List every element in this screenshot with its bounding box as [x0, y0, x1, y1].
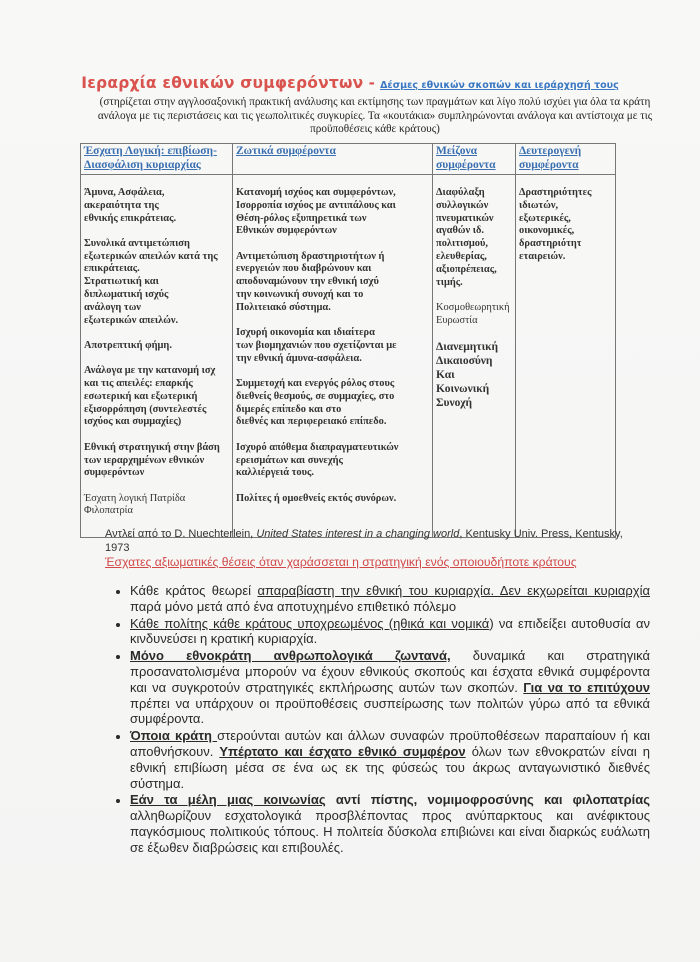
list-item-text: αντί πίστης, νομιμοφροσύνης και φιλοπατρίας — [325, 792, 650, 808]
cell-line: Διαφύλαξη — [436, 187, 485, 198]
list-item-text: Κάθε πολίτης κάθε κράτους υποχρεωμένος (ηθικά και νομικά — [130, 615, 490, 631]
cell-line: των ιεραρχημένων εθνικών — [84, 454, 205, 466]
citation-title: United States interest in a changing world — [256, 528, 460, 540]
cell-text-block — [436, 187, 512, 289]
cell-line: Αντιμετώπιση δραστηριοτήτων ή — [236, 250, 385, 262]
list-item — [130, 616, 650, 648]
header-major-interests: Μείζονα συμφέροντα — [433, 144, 516, 175]
citation-prefix: Αντλεί από το D. Nuechterlein, — [105, 528, 257, 540]
cell-line: δραστηριότητ — [519, 238, 582, 250]
cell-line: Ευρωστία — [436, 314, 478, 326]
cell-line: ερεισμάτων και συνεχής — [236, 454, 343, 466]
cell-line: ενεργειών που διαβρώνουν και — [236, 263, 372, 275]
cell-line: ισχύος και συμμαχίες) — [84, 416, 182, 428]
title-separator: - — [363, 74, 381, 92]
cell-line: αποδυναμώνουν την εθνική ισχύ — [236, 276, 379, 288]
list-item — [130, 648, 650, 727]
cell-line: εξωτερικών απειλών κατά της — [84, 250, 218, 262]
cell-line: εξωτερικές, — [519, 212, 571, 224]
cell-line: Κοινωνική — [436, 382, 490, 395]
list-item-text: παρά μόνο μετά από ένα αποτυχημένο επιθετικό πόλεμο — [130, 598, 457, 614]
cell-line: εταιρειών. — [519, 250, 566, 262]
cell-line: Ισορροπία ισχύος με αντιπάλους και — [236, 199, 396, 211]
header-secondary-interests: Δευτερογενή συμφέροντα — [516, 144, 616, 175]
list-item-text: Εάν τα μέλη μιας κοινωνίας — [130, 792, 326, 808]
cell-major-interests — [433, 175, 516, 538]
table-body-row — [81, 175, 616, 538]
cell-line: εξωτερικών απειλών. — [84, 314, 179, 326]
cell-vital-interests — [233, 175, 433, 538]
cell-line: Διανεμητική — [436, 340, 499, 353]
axioms-list — [112, 583, 650, 857]
cell-line: Εθνική στρατηγική στην βάση — [84, 441, 220, 453]
cell-text-block — [436, 340, 512, 410]
cell-secondary-interests — [516, 175, 616, 538]
citation-suffix: , Kentusky Univ. Press, Kentusky, 1973 — [105, 528, 623, 554]
cell-line: Πολίτες ή ομοεθνείς εκτός συνόρων. — [236, 492, 397, 504]
cell-line: ακεραιότητα της — [84, 199, 159, 211]
cell-line: Ισχυρή οικονομία και ιδιαίτερα — [236, 327, 375, 339]
cell-line: διμερές επίπεδο και στο — [236, 403, 342, 415]
cell-line: εξισορρόπηση (συντελεστές — [84, 403, 207, 415]
cell-line: των βιομηχανιών που σχετίζονται με — [236, 339, 397, 351]
citation — [105, 527, 635, 555]
cell-line: την κοινωνική συνοχή και το — [236, 289, 364, 301]
cell-text-block — [519, 187, 612, 264]
interests-hierarchy-table — [80, 143, 616, 538]
cell-text-block — [84, 442, 229, 480]
list-item-text: Υπέρτατο και έσχατο εθνικό συμφέρον — [219, 743, 466, 759]
list-item-text: ) να επιδείξει αυτοθυσία αν κινδυνεύσει η κρατική κυριαρχία. — [130, 615, 651, 647]
cell-line: Πολιτειακό σύστημα. — [236, 301, 331, 313]
cell-line: Κατανομή ισχύος και συμφερόντων, — [236, 187, 396, 198]
cell-text-block — [236, 327, 429, 365]
cell-line: συλλογικών — [436, 199, 489, 211]
list-item-text: δυναμικά και στρατηγικά προσανατολισμένα μπορούν να έχουν εθνικούς σκοπούς και έσχατα εθνικά συμφέροντα και να συγκροτούν στρατηγικές εκπλήρωσης αυτών των σκοπών. — [130, 648, 650, 695]
cell-line: διπλωματική ισχύς — [84, 289, 169, 301]
cell-text-block — [436, 302, 512, 328]
cell-line: Ανάλογα με την κατανομή ισχ — [84, 365, 216, 377]
cell-line: Συμμετοχή και ενεργός ρόλος στους — [236, 378, 395, 390]
list-item — [130, 583, 650, 615]
list-item — [130, 792, 650, 855]
cell-line: διεθνές και περιφερειακό επίπεδο. — [236, 416, 387, 428]
cell-text-block — [236, 442, 429, 480]
list-item-text: πρέπει να υπάρχουν οι προϋποθέσεις συσπείρωσης των πολιτών γύρω από τα εθνικά συμφέροντα. — [130, 695, 650, 727]
cell-text-block — [84, 365, 229, 429]
list-item-text: Μόνο εθνοκράτη ανθρωπολογικά ζωντανά, — [130, 648, 451, 664]
cell-line: εσωτερική και εξωτερική — [84, 390, 198, 402]
cell-ultimate-logic — [81, 175, 233, 538]
cell-line: αξιοπρέπειας, — [436, 263, 497, 275]
cell-line: Ισχυρό απόθεμα διαπραγματευτικών — [236, 441, 399, 453]
cell-line: οικονομικές, — [519, 225, 575, 237]
list-item-text: αλληθωρίζουν εσχατολογικά προσβλέποντας προς ανύπαρκτους και ανέφικτους παγκόσμιους πολιτικούς τόπους. Η πολιτεία δύσκολα επιβιώνει και είναι διαρκώς ευάλωτη σε έξωθεν διαβρώσεις και επιβουλές. — [130, 808, 650, 855]
cell-line: Συνοχή — [436, 396, 473, 409]
cell-line: την εθνική άμυνα-ασφάλεια. — [236, 352, 362, 364]
cell-line: πολιτισμού, — [436, 238, 488, 250]
cell-line: και τις απειλές: επαρκής — [84, 378, 193, 390]
cell-line: Δικαιοσύνη — [436, 354, 493, 367]
cell-line: Θέση-ρόλος εξυπηρετικά των — [236, 212, 367, 224]
cell-line: συμφερόντων — [84, 467, 145, 479]
cell-line: Κοσμοθεωρητική — [436, 301, 510, 313]
cell-line: διεθνείς θεσμούς, σε συμμαχίες, στο — [236, 390, 395, 402]
cell-line: ανάλογη των — [84, 301, 141, 313]
cell-text-block — [236, 251, 429, 315]
cell-line: Και — [436, 368, 455, 381]
cell-line: Αποτρεπτική φήμη. — [84, 339, 172, 351]
cell-line: επικράτειας. — [84, 263, 140, 275]
list-item-text: απαραβίαστη την εθνική του κυριαρχία. Δεν εκχωρείται κυριαρχία — [257, 583, 650, 598]
cell-line: τιμής. — [436, 276, 463, 288]
cell-text-block — [84, 340, 229, 353]
list-item — [130, 728, 650, 791]
cell-line: αγαθών ιδ. — [436, 225, 484, 237]
list-item-text: Κάθε κράτος θεωρεί — [130, 583, 258, 598]
cell-line: Εθνικών συμφερόντων — [236, 225, 337, 237]
list-item-text: Για να το επιτύχουν — [523, 679, 650, 695]
cell-line: ελευθερίας, — [436, 250, 487, 262]
list-item-text: στερούνται αυτών και άλλων συναφών προϋποθέσεων παραπαίουν ή και αποθνήσκουν. — [130, 728, 650, 759]
cell-line: Έσχατη λογική Πατρίδα — [84, 492, 186, 504]
cell-text-block — [84, 493, 229, 519]
page-title: Ιεραρχία εθνικών συμφερόντων — [81, 74, 364, 92]
list-item-text: Όποια κράτη — [130, 728, 218, 744]
cell-text-block — [236, 493, 429, 506]
cell-line: καλλιέργειά τους. — [236, 467, 314, 479]
cell-text-block — [236, 187, 429, 238]
cell-line: Άμυνα, Ασφάλεια, — [84, 187, 165, 198]
cell-line: πνευματικών — [436, 212, 494, 224]
cell-text-block — [84, 238, 229, 328]
table-header-row — [81, 144, 616, 175]
list-item-text: όλων των εθνοκρατών είναι η εθνική επιβίωση μέσα σε ένα ως εκ της φύσεώς του άκρως ανταγωνιστικό διεθνές σύστημα. — [130, 743, 651, 791]
cell-text-block — [84, 187, 229, 225]
cell-text-block — [236, 378, 429, 429]
cell-line: ιδιωτών, — [519, 199, 559, 211]
cell-line: Συνολικά αντιμετώπιση — [84, 237, 190, 249]
header-ultimate-logic: Έσχατη Λογική: επιβίωση- Διασφάλιση κυριαρχίας — [81, 144, 233, 175]
title-line — [0, 74, 700, 93]
cell-line: Φιλοπατρία — [84, 505, 133, 517]
cell-line: εθνικής επικράτειας. — [84, 212, 177, 224]
section-heading: Έσχατες αξιωματικές θέσεις όταν χαράσσεται η στρατηγική ενός οποιουδήποτε κράτους — [105, 555, 577, 569]
intro-paragraph: (στηρίζεται στην αγγλοσαξονική πρακτική ανάλυσης και εκτίμησης των πραγμάτων και λίγο πολύ ισχύει για όλα τα κράτη ανάλογα με τις περιστάσεις και τις γεωπολιτικές συγκυρίες. Τα «κουτάκια» συμπληρώνονται ανάλογα και αντίστοιχα με τις προϋποθέσεις κάθε κράτους) — [97, 96, 653, 135]
cell-line: Στρατιωτική και — [84, 276, 159, 288]
header-vital-interests: Ζωτικά συμφέροντα — [233, 144, 433, 175]
title-subtitle: Δέσμες εθνικών σκοπών και ιεράρχησή τους — [380, 80, 619, 91]
cell-line: Δραστηριότητες — [519, 187, 592, 198]
